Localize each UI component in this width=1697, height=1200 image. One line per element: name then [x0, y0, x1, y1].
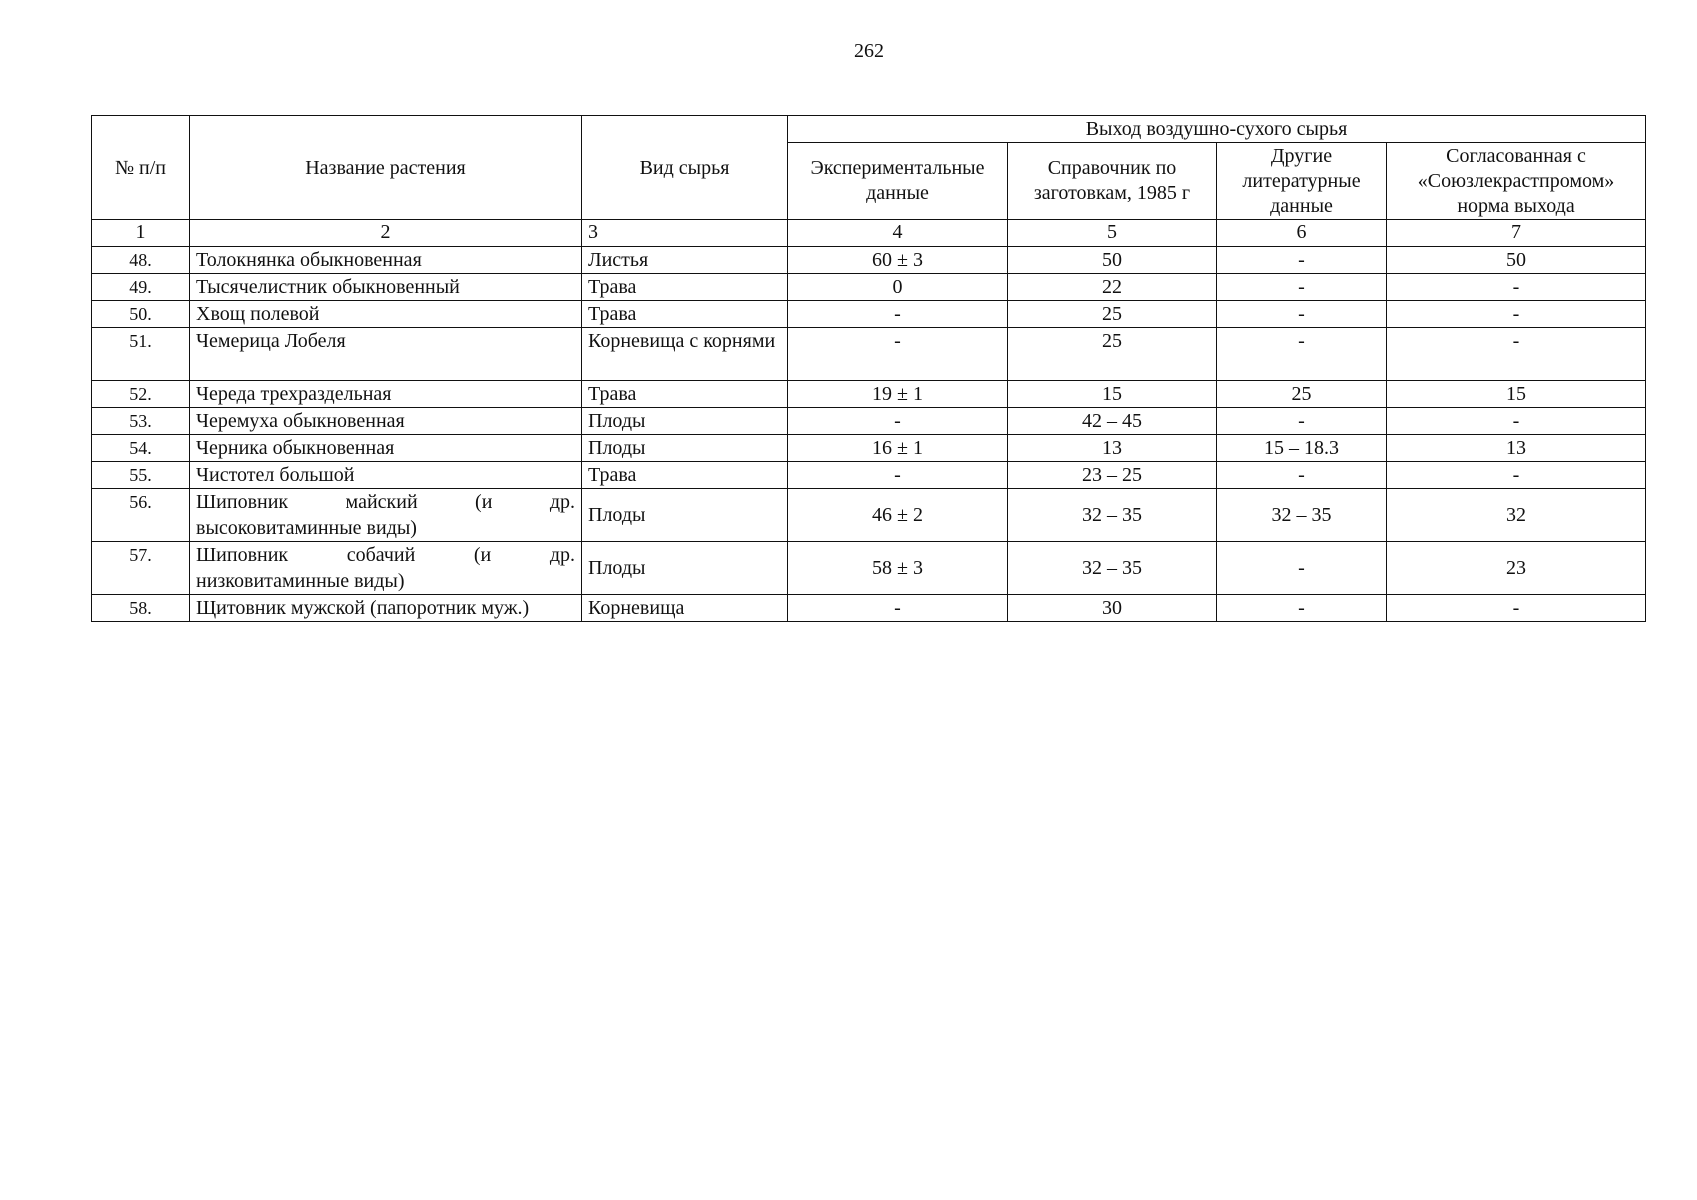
material-type: Трава [582, 301, 788, 328]
header-type: Вид сырья [582, 116, 788, 220]
reference-value: 23 – 25 [1008, 462, 1217, 489]
experimental-value: - [788, 408, 1008, 435]
table-row [92, 301, 1646, 328]
reference-value: 13 [1008, 435, 1217, 462]
reference-value: 22 [1008, 274, 1217, 301]
header-num: № п/п [92, 116, 190, 220]
table-row [92, 595, 1646, 622]
plant-name-line: низковитаминные виды) [196, 570, 405, 592]
row-number: 48. [92, 247, 190, 274]
agreed-value: - [1387, 301, 1646, 328]
experimental-value: 46 ± 2 [788, 489, 1008, 542]
experimental-value: 58 ± 3 [788, 542, 1008, 595]
literature-value: - [1217, 542, 1387, 595]
plant-name: Череда трехраздельная [190, 381, 582, 408]
row-number: 50. [92, 301, 190, 328]
plant-yield-table [91, 115, 1646, 622]
column-number: 2 [190, 220, 582, 247]
experimental-value: - [788, 301, 1008, 328]
plant-name [190, 489, 582, 542]
literature-value: - [1217, 595, 1387, 622]
plant-name: Толокнянка обыкновенная [190, 247, 582, 274]
plant-name: Черемуха обыкновенная [190, 408, 582, 435]
header-reference: Справочник по заготовкам, 1985 г [1008, 143, 1217, 220]
page-number: 262 [854, 40, 884, 62]
column-number-row [92, 220, 1646, 247]
table-row [92, 408, 1646, 435]
plant-name-line: Шиповник собачий (и др. [196, 544, 575, 566]
reference-value: 42 – 45 [1008, 408, 1217, 435]
plant-name: Щитовник мужской (папоротник муж.) [190, 595, 582, 622]
material-type: Корневища [582, 595, 788, 622]
agreed-value: - [1387, 274, 1646, 301]
literature-value: - [1217, 274, 1387, 301]
literature-value: - [1217, 328, 1387, 381]
plant-name: Чистотел большой [190, 462, 582, 489]
experimental-value: 19 ± 1 [788, 381, 1008, 408]
table-row [92, 274, 1646, 301]
table-row [92, 462, 1646, 489]
table-row [92, 489, 1646, 542]
table-row [92, 381, 1646, 408]
plant-name: Чемерица Лобеля [190, 328, 582, 381]
plant-name: Тысячелистник обыкновенный [190, 274, 582, 301]
header-yield-group: Выход воздушно-сухого сырья [788, 116, 1646, 143]
reference-value: 25 [1008, 301, 1217, 328]
literature-value: 15 – 18.3 [1217, 435, 1387, 462]
reference-value: 32 – 35 [1008, 542, 1217, 595]
material-type: Плоды [582, 542, 788, 595]
experimental-value: - [788, 328, 1008, 381]
row-number: 58. [92, 595, 190, 622]
reference-value: 15 [1008, 381, 1217, 408]
experimental-value: 16 ± 1 [788, 435, 1008, 462]
agreed-value: - [1387, 462, 1646, 489]
agreed-value: 13 [1387, 435, 1646, 462]
header-experimental: Экспериментальные данные [788, 143, 1008, 220]
column-number: 4 [788, 220, 1008, 247]
experimental-value: - [788, 462, 1008, 489]
literature-value: - [1217, 462, 1387, 489]
row-number: 54. [92, 435, 190, 462]
row-number: 53. [92, 408, 190, 435]
literature-value: 25 [1217, 381, 1387, 408]
experimental-value: 60 ± 3 [788, 247, 1008, 274]
agreed-value: 32 [1387, 489, 1646, 542]
table-row [92, 328, 1646, 381]
table-row [92, 247, 1646, 274]
row-number: 49. [92, 274, 190, 301]
material-type: Плоды [582, 489, 788, 542]
reference-value: 50 [1008, 247, 1217, 274]
header-agreed: Согласованная с «Союзлекрастпромом» норма выхода [1387, 143, 1646, 220]
row-number: 57. [92, 542, 190, 595]
header-literature: Другие литературные данные [1217, 143, 1387, 220]
material-type: Трава [582, 274, 788, 301]
material-type: Корневища с корнями [582, 328, 788, 381]
column-number: 7 [1387, 220, 1646, 247]
experimental-value: 0 [788, 274, 1008, 301]
literature-value: 32 – 35 [1217, 489, 1387, 542]
agreed-value: - [1387, 408, 1646, 435]
plant-name [190, 542, 582, 595]
agreed-value: 50 [1387, 247, 1646, 274]
column-number: 6 [1217, 220, 1387, 247]
material-type: Трава [582, 381, 788, 408]
table-row [92, 435, 1646, 462]
header-name: Название растения [190, 116, 582, 220]
literature-value: - [1217, 301, 1387, 328]
column-number: 3 [582, 220, 788, 247]
plant-name-line: высоковитаминные виды) [196, 517, 417, 539]
row-number: 56. [92, 489, 190, 542]
plant-name: Черника обыкновенная [190, 435, 582, 462]
row-number: 51. [92, 328, 190, 381]
column-number: 5 [1008, 220, 1217, 247]
agreed-value: 15 [1387, 381, 1646, 408]
literature-value: - [1217, 247, 1387, 274]
row-number: 55. [92, 462, 190, 489]
plant-name-line: Шиповник майский (и др. [196, 491, 575, 513]
column-number: 1 [92, 220, 190, 247]
row-number: 52. [92, 381, 190, 408]
agreed-value: 23 [1387, 542, 1646, 595]
reference-value: 30 [1008, 595, 1217, 622]
plant-name: Хвощ полевой [190, 301, 582, 328]
table-row [92, 542, 1646, 595]
reference-value: 25 [1008, 328, 1217, 381]
reference-value: 32 – 35 [1008, 489, 1217, 542]
material-type: Трава [582, 462, 788, 489]
agreed-value: - [1387, 595, 1646, 622]
experimental-value: - [788, 595, 1008, 622]
material-type: Плоды [582, 408, 788, 435]
material-type: Плоды [582, 435, 788, 462]
material-type: Листья [582, 247, 788, 274]
agreed-value: - [1387, 328, 1646, 381]
literature-value: - [1217, 408, 1387, 435]
